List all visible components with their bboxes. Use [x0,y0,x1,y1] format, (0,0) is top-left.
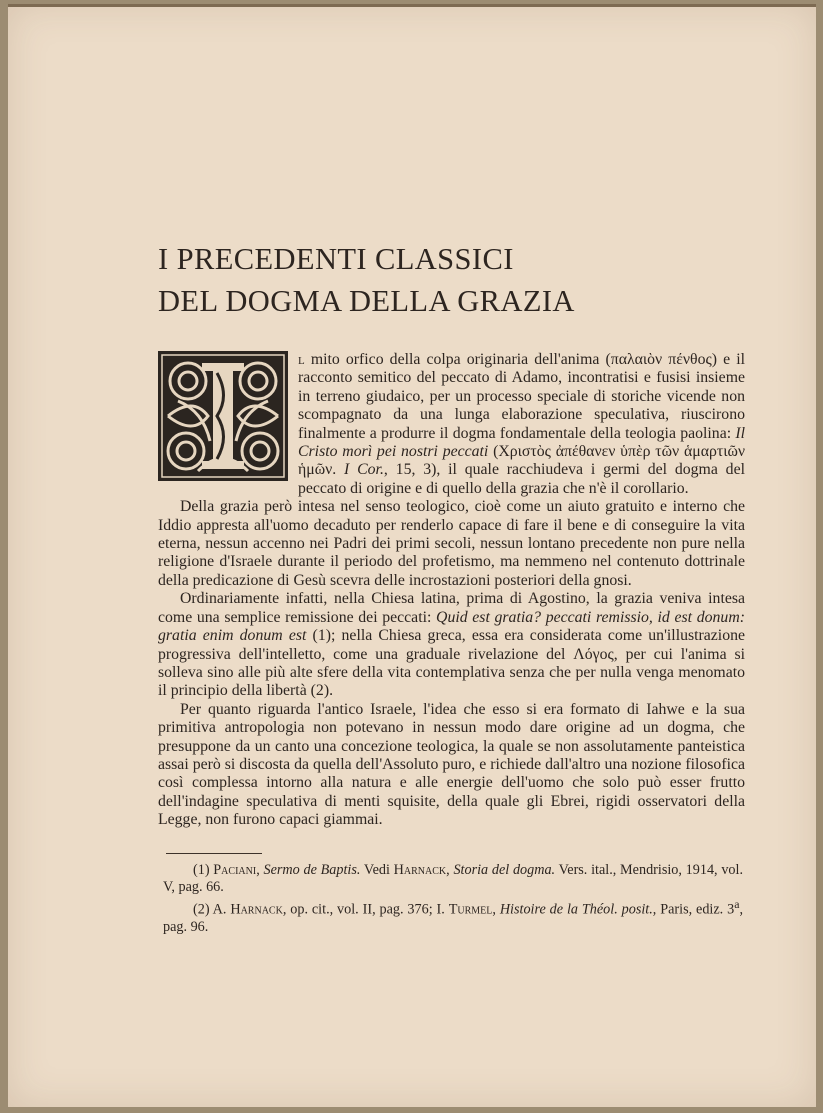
author-name: Turmel [448,902,493,919]
work-title: Sermo de Baptis. [263,862,361,878]
footnote-2 [163,896,743,936]
ornamental-initial-i [158,351,288,481]
book-page [8,4,816,1107]
text-run: , Paris, ediz. 3 [652,902,735,919]
chapter-title-line-1: I PRECEDENTI CLASSICI [158,242,514,276]
greek-word: Λόγος [573,645,614,663]
author-name: Harnack [393,862,447,878]
footnote-number: (2) A. [193,902,231,919]
italic-quote: Il Cristo morì pei nostri peccati [298,424,745,461]
text-run: . [332,461,345,479]
chapter-title-line-2: DEL DOGMA DELLA GRAZIA [158,284,575,318]
text-run: , 15, 3), il quale racchiudeva i germi del dogma del peccato di origine e di quello della grazia che n'è il corollario. [298,461,745,497]
author-name: Paciani [213,862,257,878]
paragraph-3 [158,590,745,700]
work-title: Histoire de la Théol. posit. [499,902,653,919]
text-run: Vedi [360,862,394,878]
paragraph-2: Della grazia però intesa nel senso teologico, cioè come un aiuto gratuito e interno che Iddio appresta all'uomo decaduto per renderlo capace di fare il bene e di conseguire la vita eterna, nessun accenno nei Padri dei primi secoli, nessun lontano precedente non pure nella religione d'Israele durante il periodo del profetismo, ma nemmeno nel contenuto dottrinale della predicazione di Gesù scevra delle incrostazioni posteriori della gnosi. [158,498,745,589]
chapter-title [158,238,798,322]
italic-quote: Quid est gratia? peccati remissio, id est donum: gratia enim donum est [158,608,745,645]
text-run: , op. cit., vol. II, pag. 376; I. [282,902,449,919]
text-run: (1); nella Chiesa greca, essa era considerata come un'illustrazione progressiva dell'intelletto, come una graduale rivelazione del [158,627,745,663]
text-run: , [492,902,500,919]
footnotes [163,862,743,937]
italic-citation: I Cor. [344,461,384,479]
greek-phrase: παλαιὸν πένθος [610,351,712,368]
text-run: mito orfico della colpa originaria dell'anima ( [304,351,611,368]
text-run: , pag. 96. [163,902,743,936]
paragraph-1-lead: l [298,351,305,368]
text-run: ( [488,443,499,461]
text-run: ) e il racconto semitico del peccato di Adamo, incontratisi e fusisi insieme in terreno giudaico, per un processo speciale di storiche vicende non scompagnato da una lunga elaborazione speculativa, riuscirono finalmente a produrre il dogma fondamentale della teologia paolina: [298,351,745,442]
text-run: , [256,862,264,878]
text-run: , per cui l'anima si solleva sino alle più alte sfere della vita contemplativa senza che per nulla venga menomato il principio della libertà (2). [158,645,745,700]
paragraph-4: Per quanto riguarda l'antico Israele, l'idea che esso si era formato di Iahwe e la sua primitiva antropologia non potevano in nessun modo dare origine ad un dogma, che presuppone da un canto una concezione teologica, la quale se non assolutamente panteistica assai però si discosta da quella dell'Assoluto puro, e richiede dall'altro una nozione filosofica così complessa intorno alla natura e alle energie dell'uomo che solo può esser frutto dell'indagine speculativa di menti squisite, della quale gli Ebrei, rigidi osservatori della Legge, non furono capaci giammai. [158,700,745,829]
superscript: a [734,897,740,912]
work-title: Storia del dogma. [453,862,556,878]
author-name: Harnack [230,902,283,919]
footnote-1 [163,862,743,896]
main-text [158,351,745,830]
text-run: Vers. ital., Mendrisio, 1914, vol. V, pag. 66. [163,862,744,896]
greek-phrase: Χριστὸς ἀπέθανεν ὑπὲρ τῶν ἁμαρτιῶν ἡμῶν [298,443,745,479]
initial-letter: I [223,423,224,424]
text-run: Ordinariamente infatti, nella Chiesa latina, prima di Agostino, la grazia veniva intesa come una semplice remissione dei peccati: [158,590,745,626]
footnote-separator [166,853,262,854]
text-run: , [446,862,454,878]
footnote-number: (1) [193,862,214,878]
